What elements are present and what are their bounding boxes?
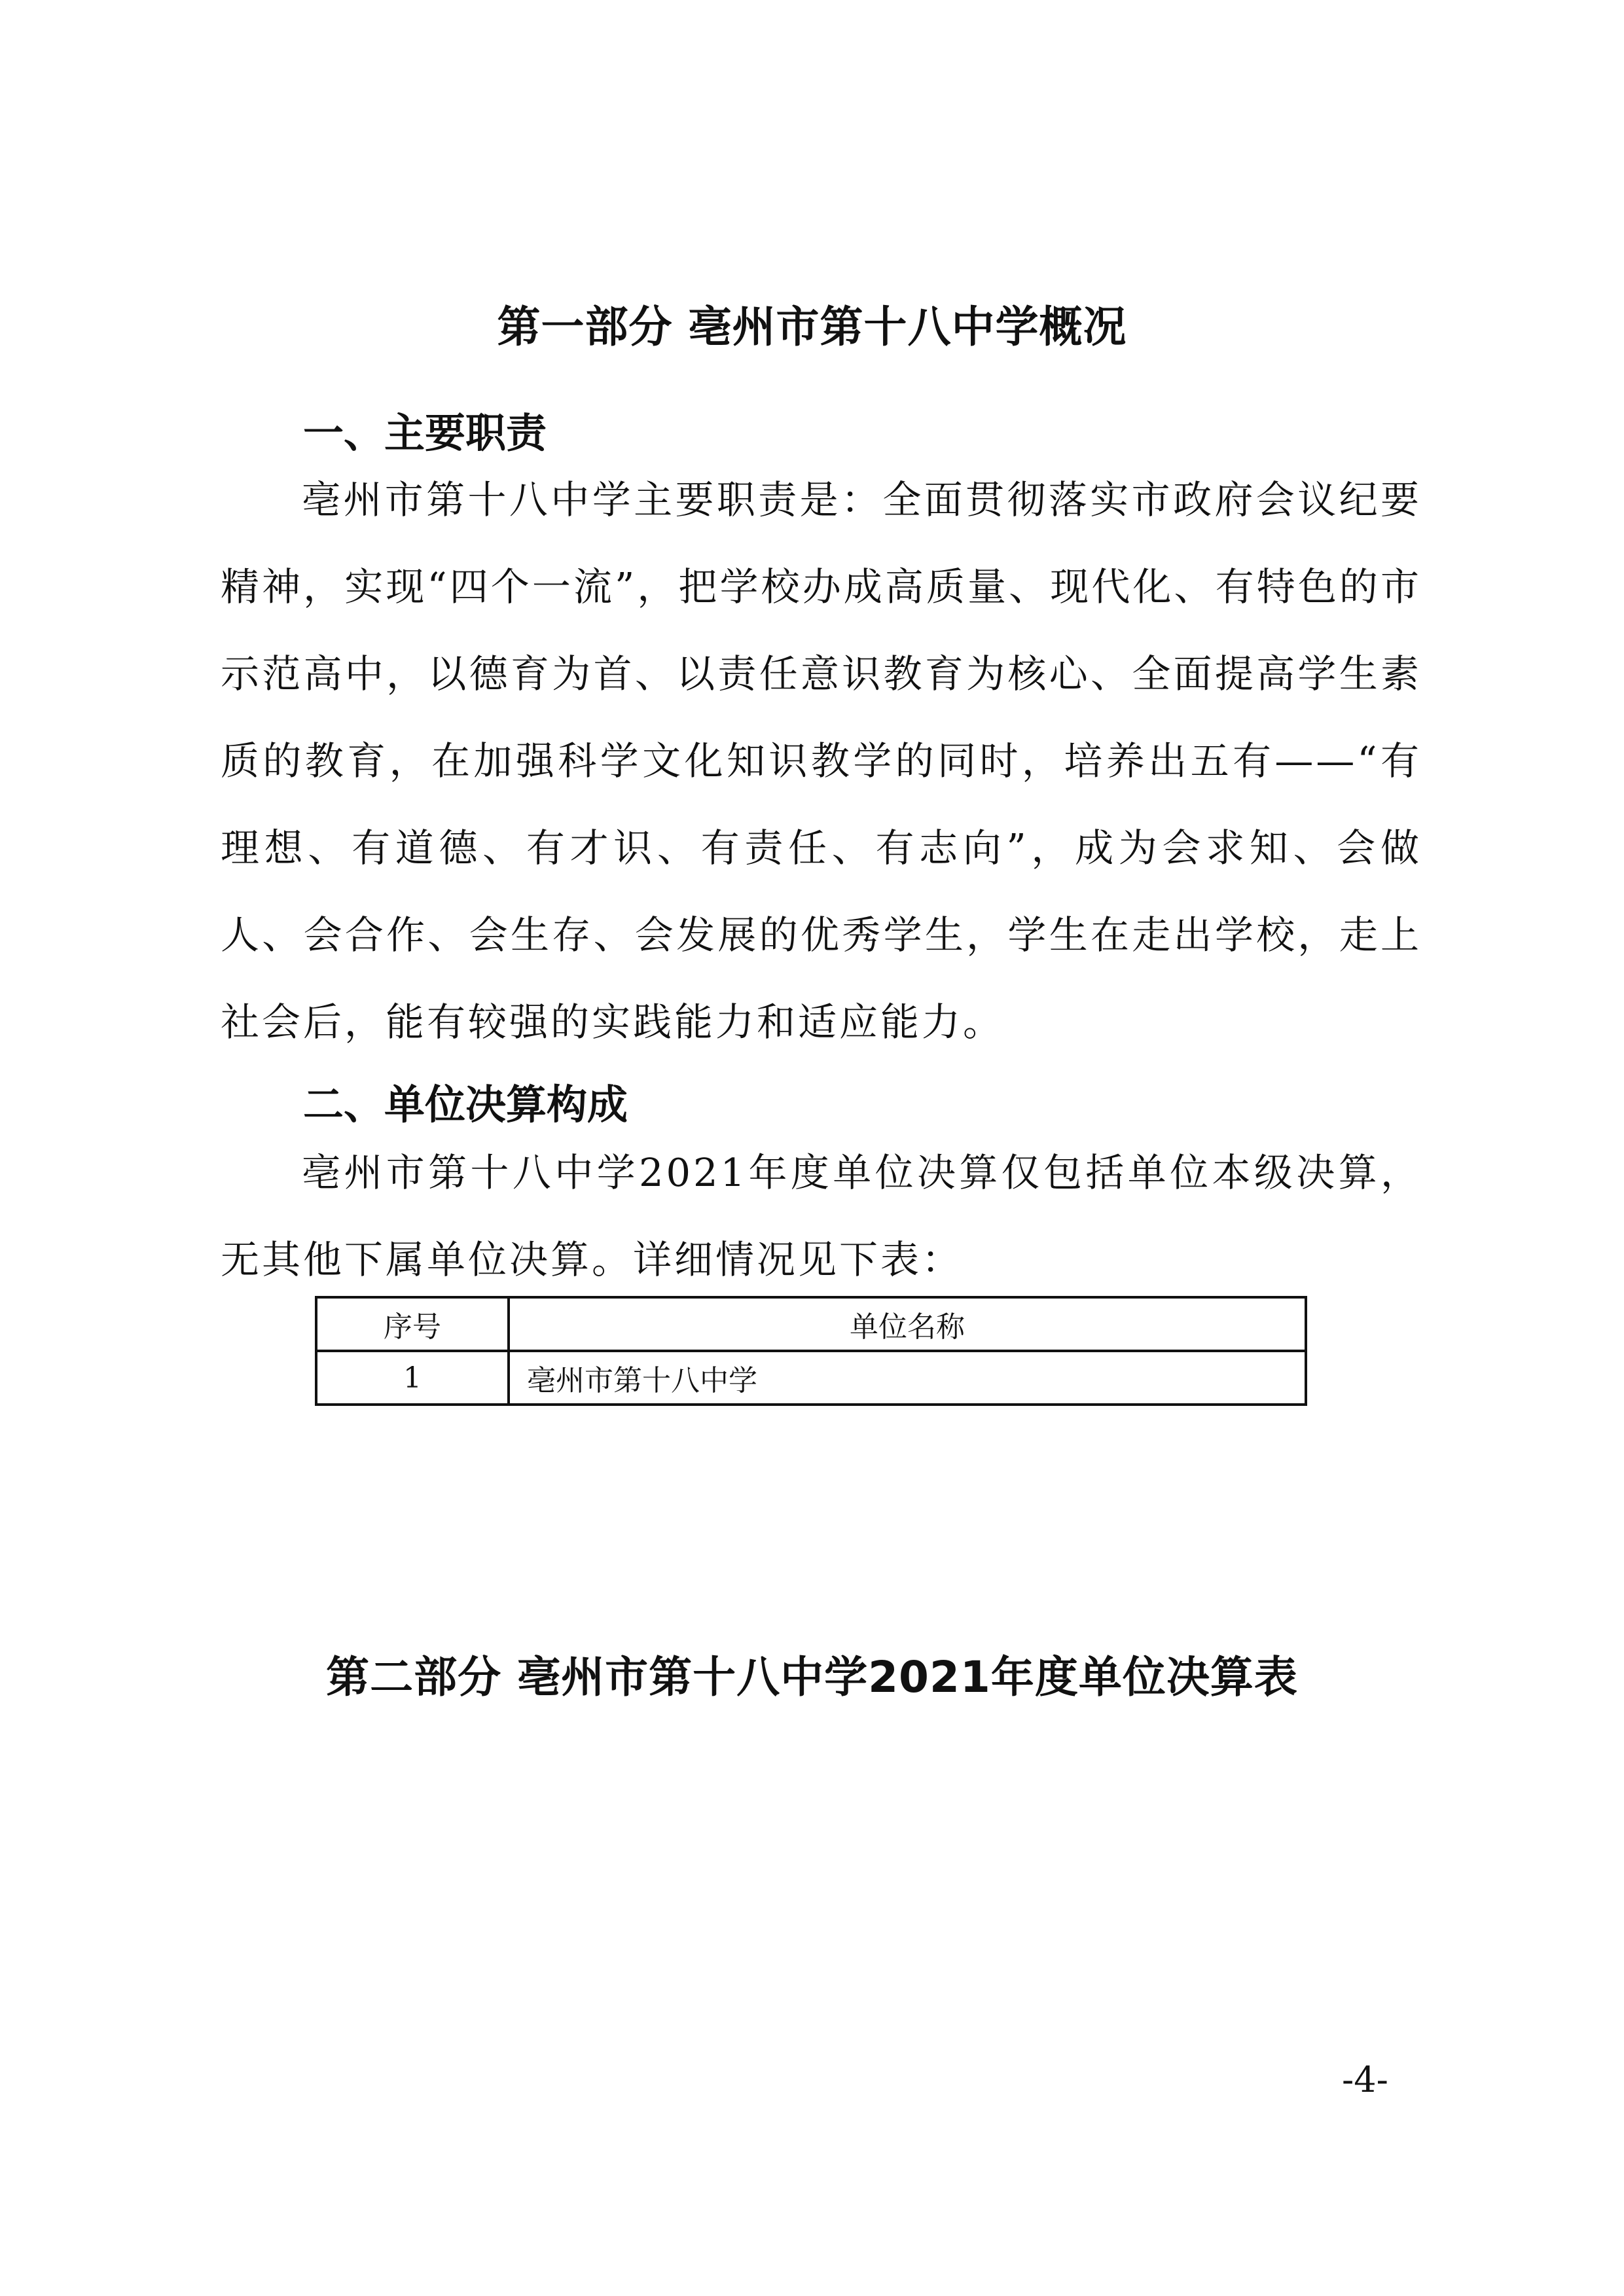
part1-title: 第一部分 亳州市第十八中学概况: [497, 302, 1127, 352]
units-table: [315, 1296, 1307, 1406]
table-header-row: [316, 1297, 1306, 1351]
part2-title: 第二部分 亳州市第十八中学2021年度单位决算表: [326, 1652, 1298, 1702]
table-row: [316, 1351, 1306, 1405]
page-number: -4-: [1342, 2059, 1388, 2100]
header-seq: 序号: [316, 1297, 509, 1351]
cell-unit-name: 亳州市第十八中学: [509, 1351, 1306, 1405]
section1-heading: 一、主要职责: [303, 409, 547, 457]
cell-seq: 1: [316, 1351, 509, 1405]
section2-heading: 二、单位决算构成: [303, 1081, 628, 1128]
section1-paragraph: 亳州市第十八中学主要职责是：全面贯彻落实市政府会议纪要精神，实现“四个一流”，把学校办成高质量、现代化、有特色的市示范高中，以德育为首、以责任意识教育为核心、全面提高学生素质的教育，在加强科学文化知识教学的同时，培养出五有——“有理想、有道德、有才识、有责任、有志向”，成为会求知、会做人、会合作、会生存、会发展的优秀学生，学生在走出学校，走上社会后，能有较强的实践能力和适应能力。: [221, 477, 1422, 1045]
section2-paragraph: 亳州市第十八中学2021年度单位决算仅包括单位本级决算，无其他下属单位决算。详细情况见下表：: [221, 1150, 1422, 1282]
header-unit-name: 单位名称: [509, 1297, 1306, 1351]
